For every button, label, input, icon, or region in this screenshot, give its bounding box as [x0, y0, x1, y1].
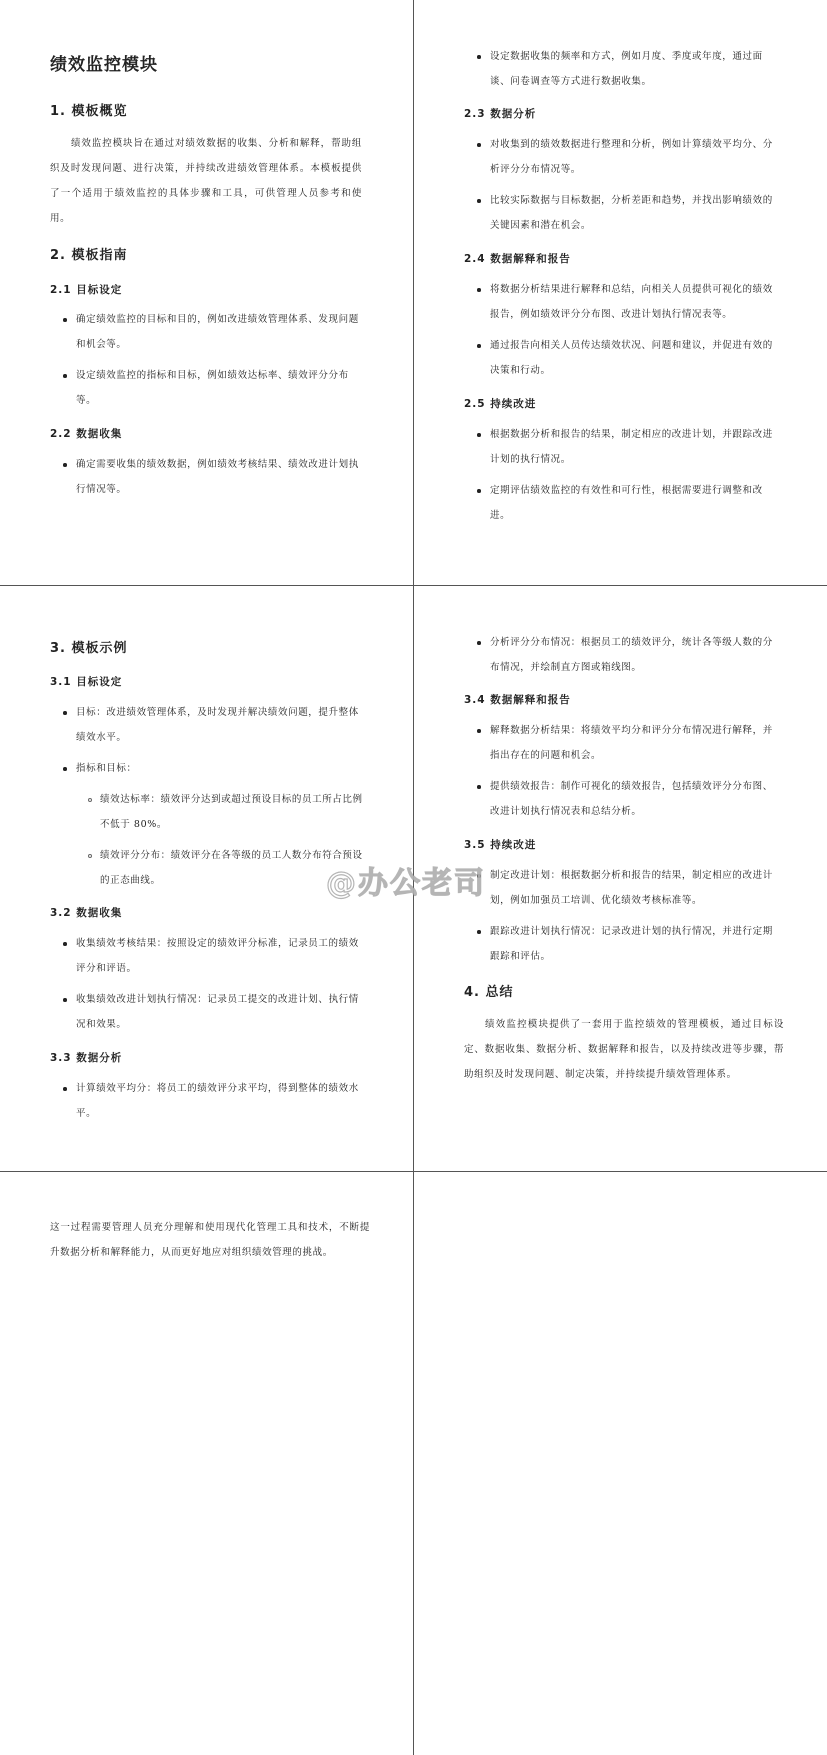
section-1-paragraph: 绩效监控模块旨在通过对绩效数据的收集、分析和解释，帮助组织及时发现问题、进行决策，并持续改进绩效管理体系。本模板提供了一个适用于绩效监控的具体步骤和工具，可供管理人员参考和使用。 — [50, 138, 362, 224]
sub-bullet-circle — [88, 854, 92, 858]
list-item: 计算绩效平均分：将员工的绩效评分求平均，得到整体的绩效水平。 — [76, 1083, 359, 1119]
list-item: 确定绩效监控的目标和目的，例如改进绩效管理体系、发现问题和机会等。 — [76, 314, 359, 350]
list-item: 目标：改进绩效管理体系，及时发现并解决绩效问题，提升整体绩效水平。 — [76, 707, 359, 743]
list-item: 比较实际数据与目标数据，分析差距和趋势，并找出影响绩效的关键因素和潜在机会。 — [490, 195, 773, 231]
bullet-dot — [477, 729, 481, 733]
list-item: 根据数据分析和报告的结果，制定相应的改进计划，并跟踪改进计划的执行情况。 — [490, 429, 773, 465]
section-2-3-heading: 2.3 数据分析 — [464, 108, 537, 120]
bullet-dot — [63, 767, 67, 771]
section-2-1-heading: 2.1 目标设定 — [50, 284, 123, 296]
bullet-dot — [477, 930, 481, 934]
bullet-dot — [477, 143, 481, 147]
bullet-dot — [477, 489, 481, 493]
sub-list-item: 绩效达标率：绩效评分达到或超过预设目标的员工所占比例不低于 80%。 — [100, 794, 363, 830]
list-item: 解释数据分析结果：将绩效平均分和评分分布情况进行解释，并指出存在的问题和机会。 — [490, 725, 773, 761]
list-item: 确定需要收集的绩效数据，例如绩效考核结果、绩效改进计划执行情况等。 — [76, 459, 359, 495]
section-2-heading: 2. 模板指南 — [50, 248, 128, 263]
bullet-dot — [63, 318, 67, 322]
bullet-dot — [63, 463, 67, 467]
section-3-3-heading: 3.3 数据分析 — [50, 1052, 123, 1064]
bullet-dot — [477, 641, 481, 645]
bullet-dot — [63, 374, 67, 378]
bullet-dot — [477, 288, 481, 292]
watermark: @办公老司 — [326, 866, 486, 901]
list-item: 指标和目标： — [76, 763, 137, 774]
page-1 — [0, 0, 414, 585]
list-item: 收集绩效改进计划执行情况：记录员工提交的改进计划、执行情况和效果。 — [76, 994, 359, 1030]
list-item: 将数据分析结果进行解释和总结，向相关人员提供可视化的绩效报告，例如绩效评分分布图、改进计划执行情况表等。 — [490, 284, 773, 320]
list-item: 通过报告向相关人员传达绩效状况、问题和建议，并促进有效的决策和行动。 — [490, 340, 773, 376]
section-2-4-heading: 2.4 数据解释和报告 — [464, 253, 571, 265]
page-2 — [414, 0, 827, 585]
bullet-dot — [477, 199, 481, 203]
page-5 — [0, 1171, 414, 1755]
section-2-2-heading: 2.2 数据收集 — [50, 428, 123, 440]
section-3-5-heading: 3.5 持续改进 — [464, 839, 537, 851]
list-item: 提供绩效报告：制作可视化的绩效报告，包括绩效评分分布图、改进计划执行情况表和总结分析。 — [490, 781, 773, 817]
bullet-dot — [477, 55, 481, 59]
section-4-continuation: 这一过程需要管理人员充分理解和使用现代化管理工具和技术，不断提升数据分析和解释能力，从而更好地应对组织绩效管理的挑战。 — [50, 1222, 370, 1258]
bullet-dot — [63, 998, 67, 1002]
list-item: 设定数据收集的频率和方式，例如月度、季度或年度，通过面谈、问卷调查等方式进行数据收集。 — [490, 51, 763, 87]
doc-title: 绩效监控模块 — [50, 55, 158, 75]
section-3-heading: 3. 模板示例 — [50, 641, 128, 656]
section-4-paragraph: 绩效监控模块提供了一套用于监控绩效的管理模板，通过目标设定、数据收集、数据分析、数据解释和报告，以及持续改进等步骤，帮助组织及时发现问题、制定决策，并持续提升绩效管理体系。 — [464, 1019, 784, 1080]
bullet-dot — [477, 785, 481, 789]
section-4-heading: 4. 总结 — [464, 985, 514, 1000]
section-3-1-heading: 3.1 目标设定 — [50, 676, 123, 688]
section-2-5-heading: 2.5 持续改进 — [464, 398, 537, 410]
section-1-heading: 1. 模板概览 — [50, 104, 128, 119]
bullet-dot — [477, 344, 481, 348]
list-item: 设定绩效监控的指标和目标，例如绩效达标率、绩效评分分布等。 — [76, 370, 349, 406]
section-3-2-heading: 3.2 数据收集 — [50, 907, 123, 919]
list-item: 跟踪改进计划执行情况：记录改进计划的执行情况，并进行定期跟踪和评估。 — [490, 926, 773, 962]
page-divider-horizontal — [0, 585, 827, 586]
list-item: 制定改进计划：根据数据分析和报告的结果，制定相应的改进计划，例如加强员工培训、优化绩效考核标准等。 — [490, 870, 773, 906]
list-item: 对收集到的绩效数据进行整理和分析，例如计算绩效平均分、分析评分分布情况等。 — [490, 139, 773, 175]
page-6 — [414, 1171, 827, 1755]
list-item: 分析评分分布情况：根据员工的绩效评分，统计各等级人数的分布情况，并绘制直方图或箱线图。 — [490, 637, 773, 673]
bullet-dot — [63, 942, 67, 946]
bullet-dot — [63, 711, 67, 715]
page-divider-horizontal — [0, 1171, 827, 1172]
list-item: 定期评估绩效监控的有效性和可行性，根据需要进行调整和改进。 — [490, 485, 763, 521]
list-item: 收集绩效考核结果：按照设定的绩效评分标准，记录员工的绩效评分和评语。 — [76, 938, 359, 974]
sub-bullet-circle — [88, 798, 92, 802]
bullet-dot — [477, 433, 481, 437]
section-3-4-heading: 3.4 数据解释和报告 — [464, 694, 571, 706]
sub-list-item: 绩效评分分布：绩效评分在各等级的员工人数分布符合预设的正态曲线。 — [100, 850, 363, 886]
bullet-dot — [63, 1087, 67, 1091]
